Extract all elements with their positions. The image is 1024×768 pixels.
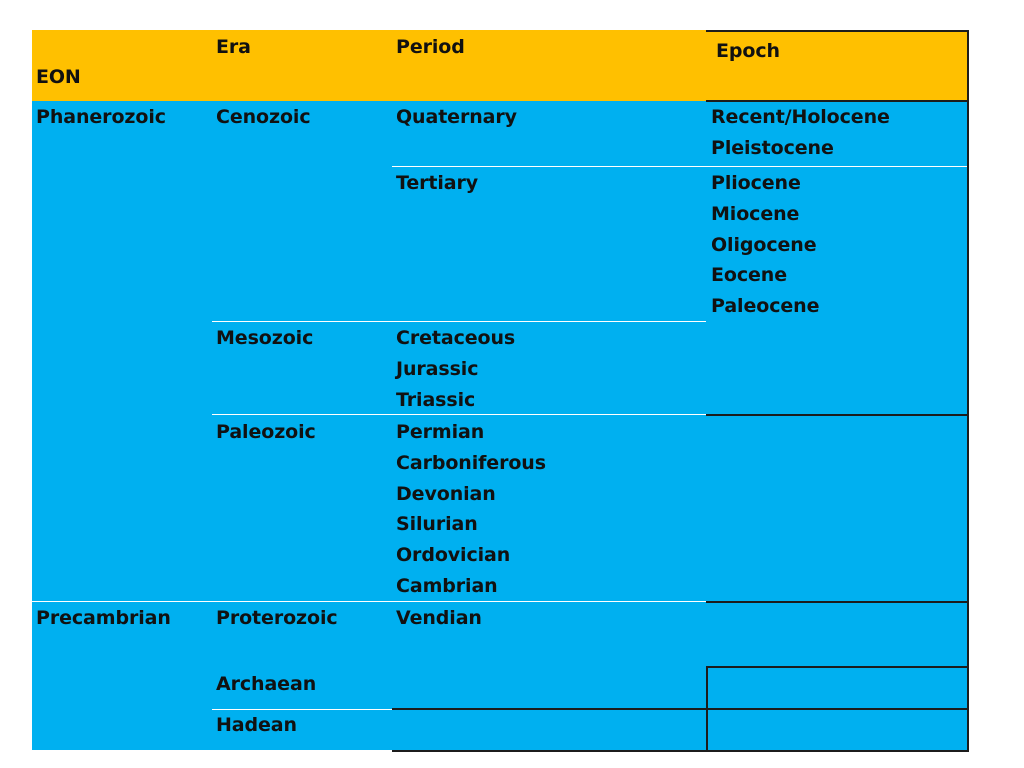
period-quaternary: Quaternary [396, 106, 517, 128]
period-vendian: Vendian [396, 607, 482, 629]
era-proterozoic: Proterozoic [216, 607, 338, 629]
epoch-eocene: Eocene [711, 264, 787, 287]
epoch-pliocene: Pliocene [711, 172, 801, 194]
period-carboniferous: Carboniferous [396, 451, 546, 474]
header-eon: EON [36, 66, 81, 88]
header-period: Period [396, 36, 465, 58]
epoch-recent-holocene: Recent/Holocene [711, 106, 890, 128]
period-permian: Permian [396, 421, 485, 443]
period-tertiary: Tertiary [396, 172, 479, 194]
period-devonian: Devonian [396, 482, 496, 505]
period-paleozoic-list [396, 417, 546, 602]
divider-quaternary-tertiary [392, 166, 969, 167]
epoch-quaternary-list [711, 102, 890, 164]
divider-epoch-paleozoic-bottom [706, 601, 969, 603]
period-mesozoic-list [396, 323, 515, 415]
epoch-paleocene: Paleocene [711, 295, 820, 318]
period-triassic: Triassic [396, 388, 476, 411]
epoch-oligocene: Oligocene [711, 233, 817, 256]
eon-column-bg [32, 101, 212, 750]
era-mesozoic: Mesozoic [216, 327, 314, 349]
period-jurassic: Jurassic [396, 357, 479, 380]
period-silurian: Silurian [396, 513, 478, 536]
header-epoch: Epoch [716, 40, 780, 62]
divider-epoch-mesozoic-bottom [706, 414, 969, 416]
eon-phanerozoic: Phanerozoic [36, 106, 166, 128]
epoch-miocene: Miocene [711, 202, 800, 225]
period-cambrian: Cambrian [396, 574, 498, 597]
epoch-header-top-border [706, 30, 969, 32]
epoch-tertiary-list [711, 168, 819, 322]
period-ordovician: Ordovician [396, 544, 511, 567]
epoch-pleistocene: Pleistocene [711, 136, 834, 159]
divider-epoch-proterozoic-bottom [706, 666, 969, 668]
divider-period-archaean-bottom [392, 708, 708, 710]
period-cretaceous: Cretaceous [396, 327, 516, 349]
header-row [32, 30, 969, 101]
era-paleozoic: Paleozoic [216, 421, 316, 443]
eon-precambrian: Precambrian [36, 607, 171, 629]
divider-epoch-archaean-bottom [706, 708, 969, 710]
table-bottom-border-right [392, 750, 969, 752]
header-era: Era [216, 36, 251, 58]
divider-cenozoic-mesozoic [212, 321, 706, 322]
table-right-border [967, 30, 969, 752]
era-hadean: Hadean [216, 714, 297, 736]
era-cenozoic: Cenozoic [216, 106, 311, 128]
era-archaean: Archaean [216, 673, 317, 695]
divider-phanerozoic-precambrian [32, 601, 706, 602]
